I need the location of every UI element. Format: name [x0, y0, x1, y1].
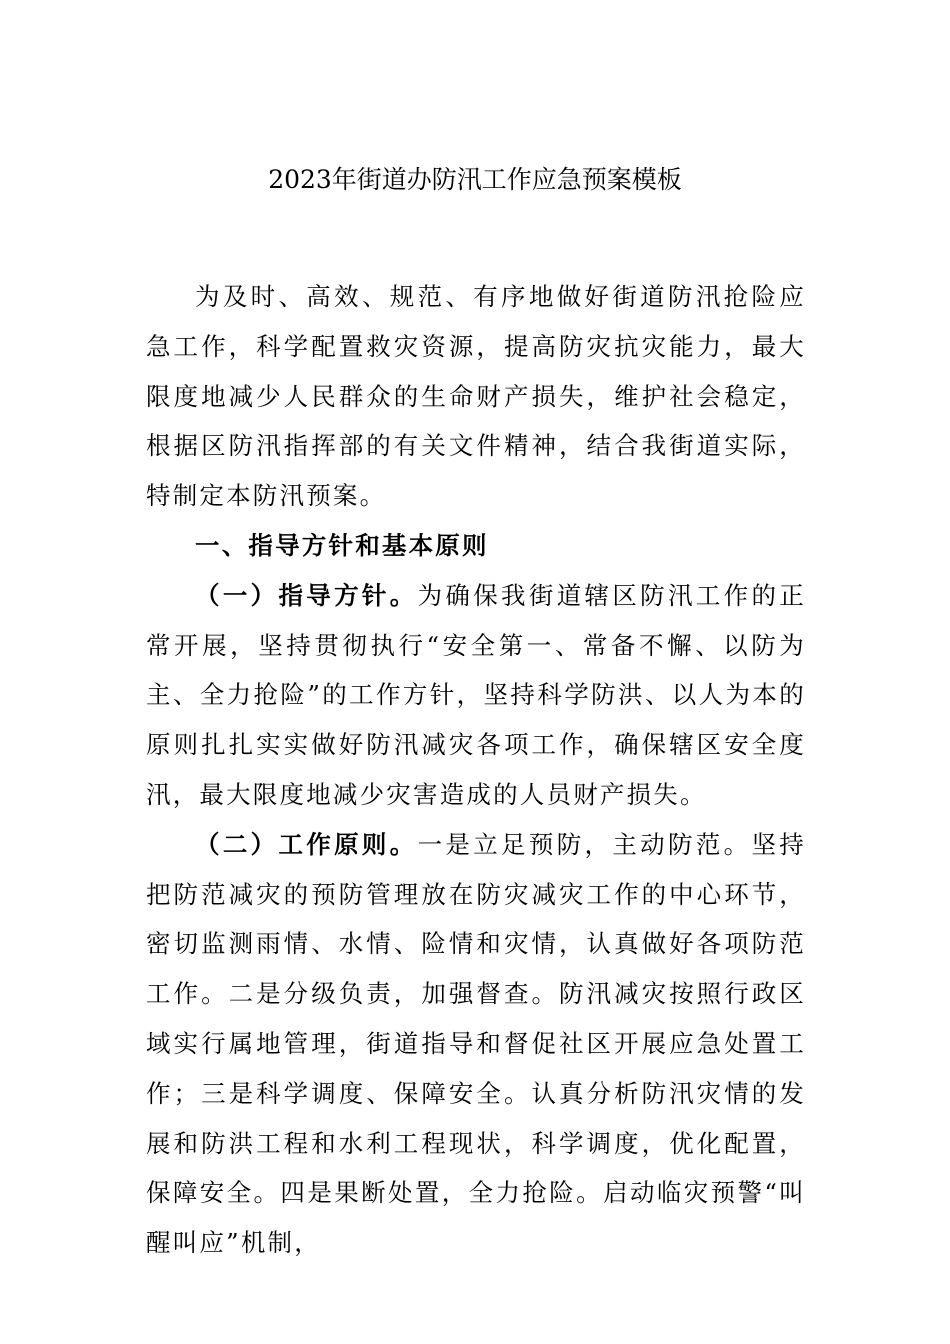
section-heading: 一、指导方针和基本原则	[195, 530, 489, 560]
principles-paragraph	[146, 820, 806, 1268]
guideline-text: 为确保我街道辖区防汛工作的正常开展，坚持贯彻执行“安全第一、常备不懈、以防为主、全力抢险”的工作方针，坚持科学防洪、以人为本的原则扎扎实实做好防汛减灾各项工作，确保辖区安全度汛，最大限度地减少灾害造成的人员财产损失。	[146, 580, 806, 809]
intro-paragraph: 为及时、高效、规范、有序地做好街道防汛抢险应急工作，科学配置救灾资源，提高防灾抗灾能力，最大限度地减少人民群众的生命财产损失，维护社会稳定，根据区防汛指挥部的有关文件精神，结合我街道实际，特制定本防汛预案。	[146, 282, 806, 511]
principles-text: 一是立足预防，主动防范。坚持把防范减灾的预防管理放在防灾减灾工作的中心环节，密切监测雨情、水情、险情和灾情，认真做好各项防范工作。二是分级负责，加强督查。防汛减灾按照行政区域实行属地管理，街道指导和督促社区开展应急处置工作；三是科学调度、保障安全。认真分析防汛灾情的发展和防洪工程和水利工程现状，科学调度，优化配置，保障安全。四是果断处置，全力抢险。启动临灾预警“叫醒叫应”机制，	[146, 829, 806, 1258]
principles-lead: （二）工作原则。	[195, 829, 418, 859]
guideline-lead: （一）指导方针。	[195, 580, 418, 610]
document-body	[146, 272, 806, 1268]
guideline-paragraph	[146, 571, 806, 820]
document-title: 2023年街道办防汛工作应急预案模板	[268, 165, 682, 194]
